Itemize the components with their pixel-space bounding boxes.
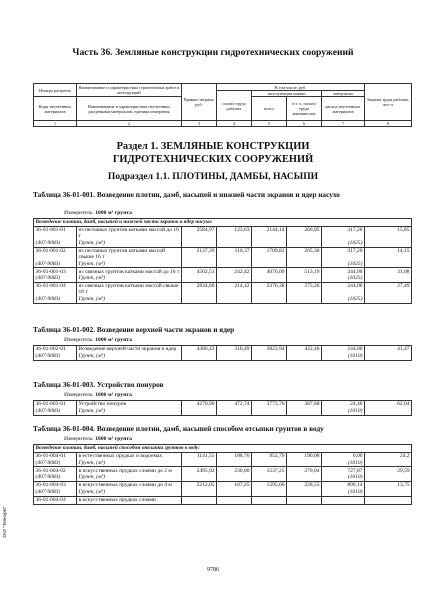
norm-rows: [34, 452, 412, 504]
header-num: 1: [34, 121, 77, 127]
norms-table: [33, 218, 412, 304]
table-title: Таблица 36-01-001. Возведение плотин, дамб, насыпей и нижней части экранов и ядер насухо: [33, 190, 340, 199]
machine-total: 1537,25: [252, 467, 287, 474]
empty-cell: [182, 275, 217, 282]
machine-labor: 205,30: [287, 247, 322, 261]
labor-wage: 318,49: [217, 346, 252, 353]
material-code: (407-9083): [34, 261, 77, 268]
table-title: Таблица 36-01-004. Возведение плотин, дамб, насыпей способом отсыпки грунтов в воду: [33, 424, 324, 433]
material-code: (407-9083): [34, 474, 77, 481]
machine-total: 1295,66: [252, 481, 287, 488]
empty-cell: [182, 240, 217, 247]
rate-code: 36-01-004-03: [34, 481, 77, 488]
norm-rows: [34, 226, 412, 303]
empty-cell: [365, 296, 412, 303]
side-publisher-text: ЗАО "Технорм": [2, 506, 7, 538]
materials: 317,20: [322, 247, 365, 261]
measure-line: [64, 436, 132, 442]
materials: 317,20: [322, 226, 365, 240]
table-row: [34, 275, 412, 282]
table-row: [34, 408, 412, 415]
header-mach-group: эксплуатация машин: [252, 91, 322, 97]
empty-cell: [287, 275, 322, 282]
labor-wage: 188,76: [217, 452, 252, 459]
table-row: [34, 226, 412, 240]
materials: 244,00: [322, 282, 365, 296]
material-code: [34, 503, 77, 504]
empty-cell: [252, 275, 287, 282]
labor-wage: [217, 496, 252, 503]
empty-cell: [252, 503, 287, 504]
table-row: [34, 452, 412, 459]
empty-cell: [252, 408, 287, 415]
labor-hours: 41,47: [365, 346, 412, 353]
empty-cell: [252, 474, 287, 481]
subsection-title: Подраздел 1.1. ПЛОТИНЫ, ДАМБЫ, НАСЫПИ: [107, 171, 319, 182]
machine-total: 952,79: [252, 452, 287, 459]
group-title: Возведение плотин, дамб, насыпей способом отсыпки грунтов в воду:: [34, 445, 412, 453]
table-title: Таблица 36-01-003. Устройство понуров: [33, 380, 164, 389]
direct-costs: 1141,55: [182, 452, 217, 459]
empty-cell: [252, 489, 287, 496]
header-num: 6: [287, 121, 322, 127]
empty-cell: [287, 474, 322, 481]
empty-cell: [182, 474, 217, 481]
empty-cell: [287, 240, 322, 247]
empty-cell: [182, 261, 217, 268]
rate-code: 36-01-004-04: [34, 496, 77, 503]
column-header-table: [33, 83, 412, 127]
labor-wage: 472,74: [217, 401, 252, 408]
materials: 727,87: [322, 467, 365, 474]
material-quantity: (1025): [322, 261, 365, 268]
header-col-1-bottom: Коды неучтенных материалов: [34, 97, 77, 121]
norms-table: [33, 444, 412, 505]
materials: 0,00: [322, 452, 365, 459]
machine-labor: 513,19: [287, 268, 322, 275]
material-code: (407-9083): [34, 240, 77, 247]
empty-cell: [217, 474, 252, 481]
table-row: [34, 474, 412, 481]
labor-hours: 14,15: [365, 247, 412, 261]
material-code: (407-9083): [34, 353, 77, 360]
empty-cell: [365, 503, 412, 504]
section-title: Раздел 1. ЗЕМЛЯНЫЕ КОНСТРУКЦИИ ГИДРОТЕХНИЧЕСКИХ СООРУЖЕНИЙ: [112, 141, 314, 165]
labor-hours: 62,04: [365, 401, 412, 408]
header-num: 7: [322, 121, 365, 127]
header-col-3: Прямые затраты, руб.: [182, 84, 217, 121]
material-quantity: (1010): [322, 474, 365, 481]
norm-rows: [34, 346, 412, 361]
machine-labor: 422,46: [287, 346, 322, 353]
empty-cell: [252, 353, 287, 360]
materials: 809,14: [322, 481, 365, 488]
table-row: [34, 240, 412, 247]
table-row: [34, 401, 412, 408]
header-col-2-top: Наименование и характеристика строительных работ и конструкций: [77, 84, 182, 97]
measure-label: Измеритель:: [64, 392, 94, 398]
materials: [322, 496, 365, 503]
labor-wage: 107,25: [217, 481, 252, 488]
rate-code: 36-01-003-01: [34, 401, 77, 408]
rate-name: из связных грунтов катками массой до 16 т: [77, 268, 182, 275]
machine-total: 4076,09: [252, 268, 287, 275]
table-row: [34, 489, 412, 496]
measure-value: 1000 м³ грунта: [95, 392, 132, 398]
labor-wage: 214,42: [217, 282, 252, 296]
material-quantity: (1010): [322, 489, 365, 496]
empty-cell: [217, 503, 252, 504]
material-name: Грунт, (м³): [77, 474, 182, 481]
machine-labor: 266,95: [287, 226, 322, 240]
header-col-6: в т. ч. оплата труда машинистов: [287, 97, 322, 121]
empty-cell: [365, 408, 412, 415]
empty-cell: [365, 353, 412, 360]
direct-costs: 2584,97: [182, 226, 217, 240]
header-num: 3: [182, 121, 217, 127]
empty-cell: [287, 261, 322, 268]
rate-name: Возведение верхней части экранов и ядер: [77, 346, 182, 353]
material-name: Грунт, (м³): [77, 261, 182, 268]
empty-cell: [182, 503, 217, 504]
empty-cell: [217, 489, 252, 496]
material-name: Грунт, (м³): [77, 296, 182, 303]
empty-cell: [217, 275, 252, 282]
direct-costs: 2834,80: [182, 282, 217, 296]
direct-costs: [182, 496, 217, 503]
empty-cell: [287, 503, 322, 504]
rate-code: 36-01-001-02: [34, 247, 77, 261]
direct-costs: 4270,90: [182, 401, 217, 408]
material-code: (407-9083): [34, 489, 77, 496]
material-quantity: (1025): [322, 296, 365, 303]
table-row: [34, 467, 412, 474]
table-row: [34, 496, 412, 503]
rate-code: 36-01-002-01: [34, 346, 77, 353]
table-row: [34, 481, 412, 488]
header-num: 8: [365, 121, 412, 127]
material-code: (407-9083): [34, 408, 77, 415]
rate-name: Устройство понуров: [77, 401, 182, 408]
material-code: (407-9083): [34, 460, 77, 467]
rate-name: в естественных прудках и водоемах: [77, 452, 182, 459]
table-row: [34, 353, 412, 360]
machine-total: 2376,38: [252, 282, 287, 296]
labor-hours: 31,08: [365, 268, 412, 275]
labor-hours: [365, 496, 412, 503]
header-num: 4: [217, 121, 252, 127]
header-col-4: оплата труда рабочих: [217, 91, 252, 121]
direct-costs: 4562,51: [182, 268, 217, 275]
machine-total: 3823,94: [252, 346, 287, 353]
measure-value: 1000 м³ грунта: [95, 436, 132, 442]
empty-cell: [182, 460, 217, 467]
empty-cell: [182, 353, 217, 360]
table-row: [34, 282, 412, 296]
labor-hours: 27,49: [365, 282, 412, 296]
material-name: Грунт, (м³): [77, 460, 182, 467]
norms-table: [33, 400, 412, 416]
empty-cell: [252, 240, 287, 247]
machine-labor: 228,55: [287, 481, 322, 488]
direct-costs: 2137,39: [182, 247, 217, 261]
measure-line: [64, 337, 132, 343]
rate-code: 36-01-004-01: [34, 452, 77, 459]
material-name: Грунт, (м³): [77, 240, 182, 247]
header-col-1-top: Номера расценок: [34, 84, 77, 97]
table-row: [34, 268, 412, 275]
material-code: (407-9083): [34, 275, 77, 282]
header-col-7: расход неучтенных материалов: [322, 97, 365, 121]
empty-cell: [287, 460, 322, 467]
machine-total: [252, 496, 287, 503]
rate-name: из песчаных грунтов катками массой до 16 т: [77, 226, 182, 240]
empty-cell: [252, 261, 287, 268]
table-row: [34, 261, 412, 268]
labor-hours: 29,59: [365, 467, 412, 474]
header-mat-group: материалы: [322, 91, 365, 97]
machine-labor: 387,68: [287, 401, 322, 408]
labor-wage: 123,63: [217, 226, 252, 240]
labor-wage: 110,37: [217, 247, 252, 261]
group-title: Возведение плотин, дамб, насыпей и нижней части экранов и ядер насухо:: [34, 219, 412, 227]
material-quantity: (1010): [322, 408, 365, 415]
empty-cell: [217, 353, 252, 360]
material-name: [77, 503, 182, 504]
labor-hours: 15,85: [365, 226, 412, 240]
header-num: 2: [77, 121, 182, 127]
empty-cell: [365, 460, 412, 467]
table-row: [34, 460, 412, 467]
material-quantity: (1010): [322, 460, 365, 467]
machine-labor: 275,26: [287, 282, 322, 296]
table-row: [34, 346, 412, 353]
part-title: Часть 36. Земляные конструкции гидротехнических сооружений: [72, 47, 354, 58]
measure-label: Измеритель:: [64, 210, 94, 216]
header-col-2-bottom: Наименование и характеристика неучтенных расценками материалов, единица измерения: [77, 97, 182, 121]
rate-name: из песчаных грунтов катками массой свыше 16 т: [77, 247, 182, 261]
labor-hours: 24,2: [365, 452, 412, 459]
empty-cell: [365, 474, 412, 481]
empty-cell: [182, 489, 217, 496]
machine-labor: 190,08: [287, 452, 322, 459]
empty-cell: [217, 296, 252, 303]
material-code: (407-9083): [34, 296, 77, 303]
page-number: 9786: [207, 567, 219, 573]
machine-total: 3773,76: [252, 401, 287, 408]
direct-costs: 4386,43: [182, 346, 217, 353]
machine-labor: 270,04: [287, 467, 322, 474]
measure-line: [64, 210, 132, 216]
empty-cell: [182, 408, 217, 415]
material-name: Грунт, (м³): [77, 275, 182, 282]
rate-name: в искусственных прудках слоями до 2 м: [77, 467, 182, 474]
empty-cell: [252, 460, 287, 467]
table-row: [34, 247, 412, 261]
empty-cell: [217, 240, 252, 247]
table-row: [34, 296, 412, 303]
norm-rows: [34, 401, 412, 416]
empty-cell: [182, 296, 217, 303]
empty-cell: [217, 460, 252, 467]
header-num: 5: [252, 121, 287, 127]
labor-hours: 13,75: [365, 481, 412, 488]
norms-table: [33, 345, 412, 361]
material-quantity: [322, 503, 365, 504]
materials: 244,00: [322, 268, 365, 275]
material-quantity: (1010): [322, 353, 365, 360]
empty-cell: [287, 489, 322, 496]
direct-costs: 2212,05: [182, 481, 217, 488]
machine-labor: [287, 496, 322, 503]
measure-value: 1000 м³ грунта: [95, 210, 132, 216]
measure-line: [64, 392, 132, 398]
labor-wage: 230,80: [217, 467, 252, 474]
material-name: Грунт, (м³): [77, 353, 182, 360]
empty-cell: [252, 296, 287, 303]
rate-name: в искусственных прудках слоями до 4 м: [77, 481, 182, 488]
labor-wage: 242,42: [217, 268, 252, 275]
material-name: Грунт, (м³): [77, 408, 182, 415]
material-quantity: (1025): [322, 275, 365, 282]
measure-label: Измеритель:: [64, 436, 94, 442]
empty-cell: [217, 261, 252, 268]
material-quantity: (1025): [322, 240, 365, 247]
empty-cell: [365, 261, 412, 268]
rate-name: в искусственных прудках слоями: [77, 496, 182, 503]
machine-total: 2144,14: [252, 226, 287, 240]
empty-cell: [287, 296, 322, 303]
empty-cell: [365, 240, 412, 247]
material-name: Грунт, (м³): [77, 489, 182, 496]
rate-name: из связных грунтов катками массой свыше 16 т: [77, 282, 182, 296]
header-col-5: всего: [252, 97, 287, 121]
rate-code: 36-01-001-04: [34, 282, 77, 296]
measure-label: Измеритель:: [64, 337, 94, 343]
materials: 244,00: [322, 346, 365, 353]
table-row: [34, 503, 412, 504]
empty-cell: [365, 275, 412, 282]
materials: 24,40: [322, 401, 365, 408]
direct-costs: 2495,92: [182, 467, 217, 474]
rate-code: 36-01-001-03: [34, 268, 77, 275]
measure-value: 1000 м³ грунта: [95, 337, 132, 343]
empty-cell: [365, 489, 412, 496]
header-col-group: В том числе, руб.: [217, 84, 365, 91]
rate-code: 36-01-004-02: [34, 467, 77, 474]
header-col-8: Затраты труда рабочих, чел.-ч: [365, 84, 412, 121]
rate-code: 36-01-001-01: [34, 226, 77, 240]
table-title: Таблица 36-01-002. Возведение верхней части экранов и ядер: [33, 325, 235, 334]
empty-cell: [217, 408, 252, 415]
empty-cell: [287, 353, 322, 360]
machine-total: 1709,82: [252, 247, 287, 261]
empty-cell: [287, 408, 322, 415]
